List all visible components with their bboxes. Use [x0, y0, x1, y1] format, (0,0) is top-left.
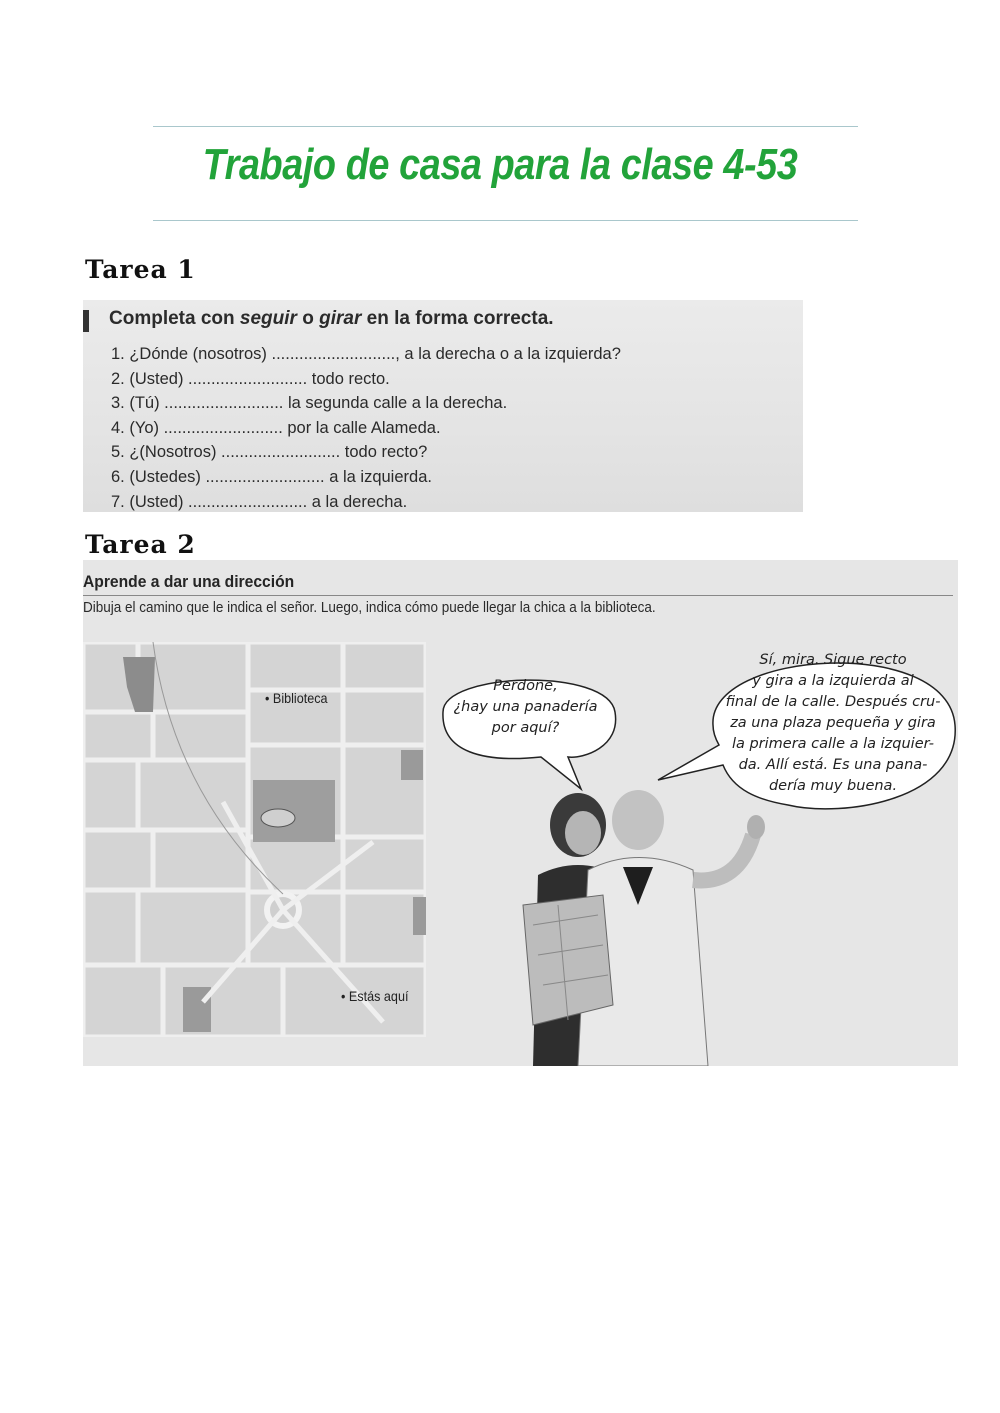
you-are-here-label: • Estás aquí	[341, 988, 409, 1004]
exercise-item: 4. (Yo) .......................... por la calle Alameda.	[111, 418, 441, 437]
task2-exercise-scan	[83, 560, 958, 1066]
exercise-item: 2. (Usted) .......................... todo recto.	[111, 369, 390, 388]
task2-heading: Tarea 2	[85, 530, 196, 559]
task1-exercise-scan	[83, 300, 803, 512]
section-divider	[83, 595, 953, 596]
bottom-rule	[153, 220, 858, 221]
exercise-item: 7. (Usted) .......................... a la derecha.	[111, 492, 408, 511]
bubble-man-text: Sí, mira. Sigue recto y gira a la izquierda al final de la calle. Después cru- za una plaza pequeña y gira la primera calle a la izquier- da. Allí está. Es una pana- dería muy buena.	[725, 652, 941, 794]
task1-heading: Tarea 1	[85, 255, 196, 284]
exercise-item: 5. ¿(Nosotros) .......................... todo recto?	[111, 443, 428, 462]
exercise-item: 3. (Tú) .......................... la segunda calle a la derecha.	[111, 394, 508, 413]
page-title: Trabajo de casa para la clase 4-53	[202, 140, 798, 189]
library-label: • Biblioteca	[265, 690, 328, 706]
section-title: Aprende a dar una dirección	[83, 572, 295, 591]
bubble-woman-text: Perdone, ¿hay una panadería por aquí?	[453, 678, 598, 736]
section-instruction: Dibuja el camino que le indica el señor. Luego, indica cómo puede llegar la chica a la biblioteca.	[83, 599, 656, 616]
people-photo	[438, 775, 768, 1066]
exercise-item: 6. (Ustedes) .......................... a la izquierda.	[111, 467, 432, 486]
exercise-instruction: Completa con seguir o girar en la forma correcta.	[109, 308, 554, 329]
top-rule	[153, 126, 858, 127]
exercise-item: 1. ¿Dónde (nosotros) ..........................., a la derecha o a la izquierda?	[111, 345, 621, 363]
exercise-marker	[83, 310, 89, 332]
exercise-list	[111, 342, 621, 512]
street-map	[83, 642, 426, 1037]
